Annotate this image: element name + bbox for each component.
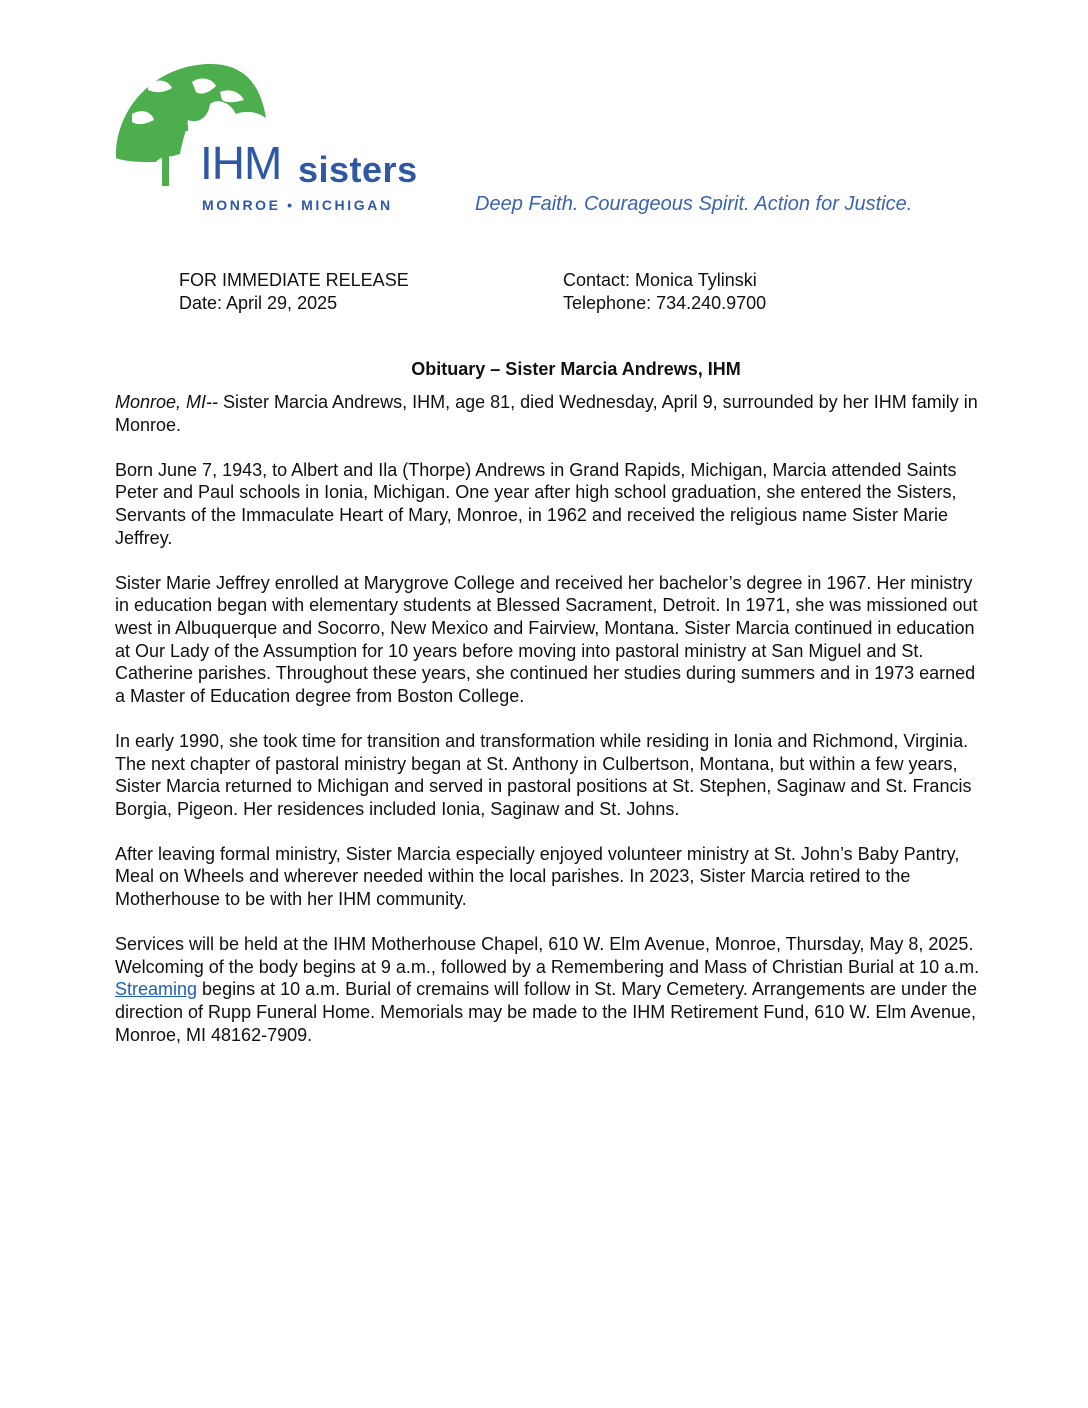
paragraph-ministry: Sister Marie Jeffrey enrolled at Marygrove College and received her bachelor’s degree in 1967. Her ministry in education began with elementary students at Blessed Sacrament, Detroit. In 1971, she was missioned out west in Albuquerque and Socorro, New Mexico and Fairview, Montana. Sister Marcia continued in education at Our Lady of the Assumption for 10 years before moving into pastoral ministry at San Miguel and St. Catherine parishes. Throughout these years, she continued her studies during summers and in 1973 earned a Master of Education degree from Boston College. <box>115 572 978 706</box>
release-info <box>179 269 409 315</box>
services-text-before: Services will be held at the IHM Motherhouse Chapel, 610 W. Elm Avenue, Monroe, Thursday, May 8, 2025. Welcoming of the body begins at 9 a.m., followed by a Remembering and Mass of Christian Burial at 10 a.m. <box>115 934 980 977</box>
brand-ihm-text: IHM <box>200 137 282 189</box>
release-date: Date: April 29, 2025 <box>179 293 338 313</box>
obituary-body <box>115 391 985 1069</box>
dateline: Monroe, MI-- <box>115 392 219 412</box>
services-text-after: begins at 10 a.m. Burial of cremains will follow in St. Mary Cemetery. Arrangements are under the direction of Rupp Funeral Home. Memorials may be made to the IHM Retirement Fund, 610 W. Elm Avenue, Monroe, MI 48162-7909. <box>115 979 978 1045</box>
paragraph-services <box>115 933 985 1046</box>
brand-location-text: MONROE • MICHIGAN <box>202 197 393 213</box>
intro-text: Sister Marcia Andrews, IHM, age 81, died Wednesday, April 9, surrounded by her IHM family in Monroe. <box>115 392 978 435</box>
paragraph-intro <box>115 391 985 436</box>
paragraph-early-life: Born June 7, 1943, to Albert and Ila (Thorpe) Andrews in Grand Rapids, Michigan, Marcia attended Saints Peter and Paul schools in Ionia, Michigan. One year after high school graduation, she entered the Sisters, Servants of the Immaculate Heart of Mary, Monroe, in 1962 and received the religious name Sister Marie Jeffrey. <box>115 459 957 548</box>
paragraph-retirement: After leaving formal ministry, Sister Marcia especially enjoyed volunteer ministry at St. John’s Baby Pantry, Meal on Wheels and wherever needed within the local parishes. In 2023, Sister Marcia retired to the Motherhouse to be with her IHM community. <box>115 843 960 910</box>
tagline: Deep Faith. Courageous Spirit. Action for Justice. <box>475 193 913 215</box>
release-status: FOR IMMEDIATE RELEASE <box>179 270 409 290</box>
document-title: Obituary – Sister Marcia Andrews, IHM <box>411 359 741 379</box>
brand-sisters-text: sisters <box>298 149 418 190</box>
ihm-sisters-logo <box>112 62 418 218</box>
contact-name: Contact: Monica Tylinski <box>563 270 757 290</box>
streaming-link[interactable]: Streaming <box>115 979 198 1000</box>
paragraph-pastoral: In early 1990, she took time for transition and transformation while residing in Ionia and Richmond, Virginia. The next chapter of pastoral ministry began at St. Anthony in Culbertson, Montana, but within a few years, Sister Marcia returned to Michigan and served in pastoral positions at St. Stephen, Saginaw and St. Francis Borgia, Pigeon. Her residences included Ionia, Saginaw and St. Johns. <box>115 730 972 819</box>
contact-info <box>563 269 766 315</box>
contact-telephone: Telephone: 734.240.9700 <box>563 293 767 313</box>
